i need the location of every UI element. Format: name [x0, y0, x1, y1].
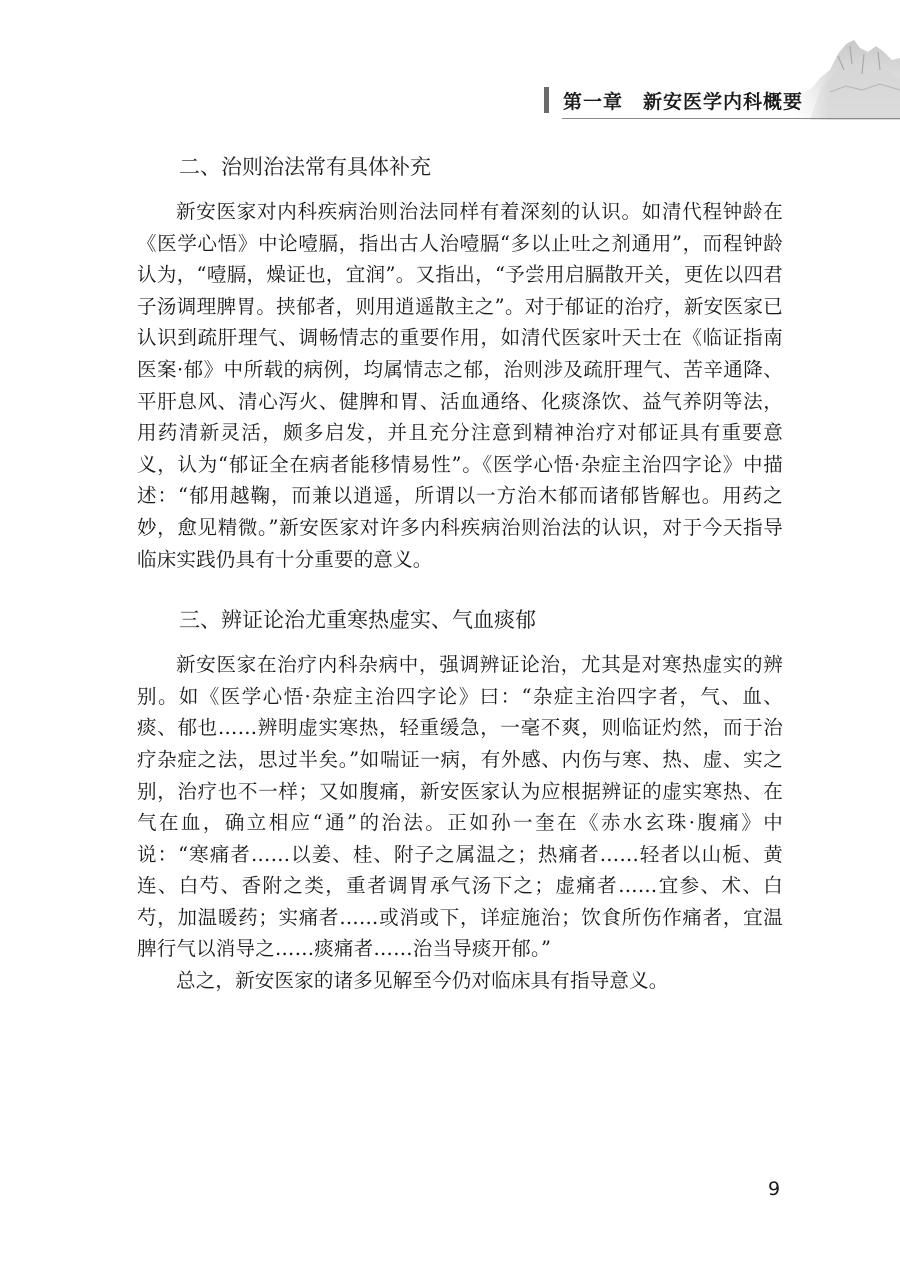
body-paragraph: 总之，新安医家的诸多见解至今仍对临床具有指导意义。	[176, 969, 669, 993]
page-number: 9	[768, 1178, 781, 1200]
chapter-title: 第一章 新安医学内科概要	[563, 90, 804, 113]
body-paragraph: 新安医家在治疗内科杂病中，强调辨证论治，尤其是对寒热虚实的辨别。如《医学心悟·杂症主治四字论》曰：“杂症主治四字者，气、血、痰、郁也……辨明虚实寒热，轻重缓急，一毫不爽，则临证灼然，而于治疗杂症之法，思过半矣。”如喘证一病，有外感、内伤与寒、热、虚、实之别，治疗也不一样；又如腹痛，新安医家认为应根据辨证的虚实寒热、在气在血，确立相应“通”的治法。正如孙一奎在《赤水玄珠·腹痛》中说：“寒痛者……以姜、桂、附子之属温之；热痛者……轻者以山栀、黄连、白芍、香附之类，重者调胃承气汤下之；虚痛者……宜参、术、白芍，加温暖药；实痛者……或消或下，详症施治；饮食所伤作痛者，宜温脾行气以消导之……痰痛者……治当导痰开郁。”	[137, 653, 783, 961]
chapter-marker-bar	[544, 87, 549, 113]
body-paragraph: 新安医家对内科疾病治则治法同样有着深刻的认识。如清代程钟龄在《医学心悟》中论噎膈，指出古人治噎膈“多以止吐之剂通用”，而程钟龄认为，“噎膈，燥证也，宜润”。又指出，“予尝用启膈散开关，更佐以四君子汤调理脾胃。挟郁者，则用逍遥散主之”。对于郁证的治疗，新安医家已认识到疏肝理气、调畅情志的重要作用，如清代医家叶天士在《临证指南医案·郁》中所载的病例，均属情志之郁，治则涉及疏肝理气、苦辛通降、平肝息风、清心泻火、健脾和胃、活血通络、化痰涤饮、益气养阴等法，用药清新灵活，颇多启发，并且充分注意到精神治疗对郁证具有重要意义，认为“郁证全在病者能移情易性”。《医学心悟·杂症主治四字论》中描述：“郁用越鞠，而兼以逍遥，所谓以一方治木郁而诸郁皆解也。用药之妙，愈见精微。”新安医家对许多内科疾病治则治法的认识，对于今天指导临床实践仍具有十分重要的意义。	[137, 200, 783, 571]
page-body	[137, 140, 783, 997]
header-rule	[562, 118, 900, 119]
mountain-ink-illustration	[790, 30, 900, 120]
page-header	[0, 0, 900, 125]
section-heading: 二、治则治法常有具体补充	[179, 155, 431, 179]
chapter-heading	[544, 86, 803, 114]
section-heading: 三、辨证论治尤重寒热虚实、气血痰郁	[179, 608, 536, 633]
